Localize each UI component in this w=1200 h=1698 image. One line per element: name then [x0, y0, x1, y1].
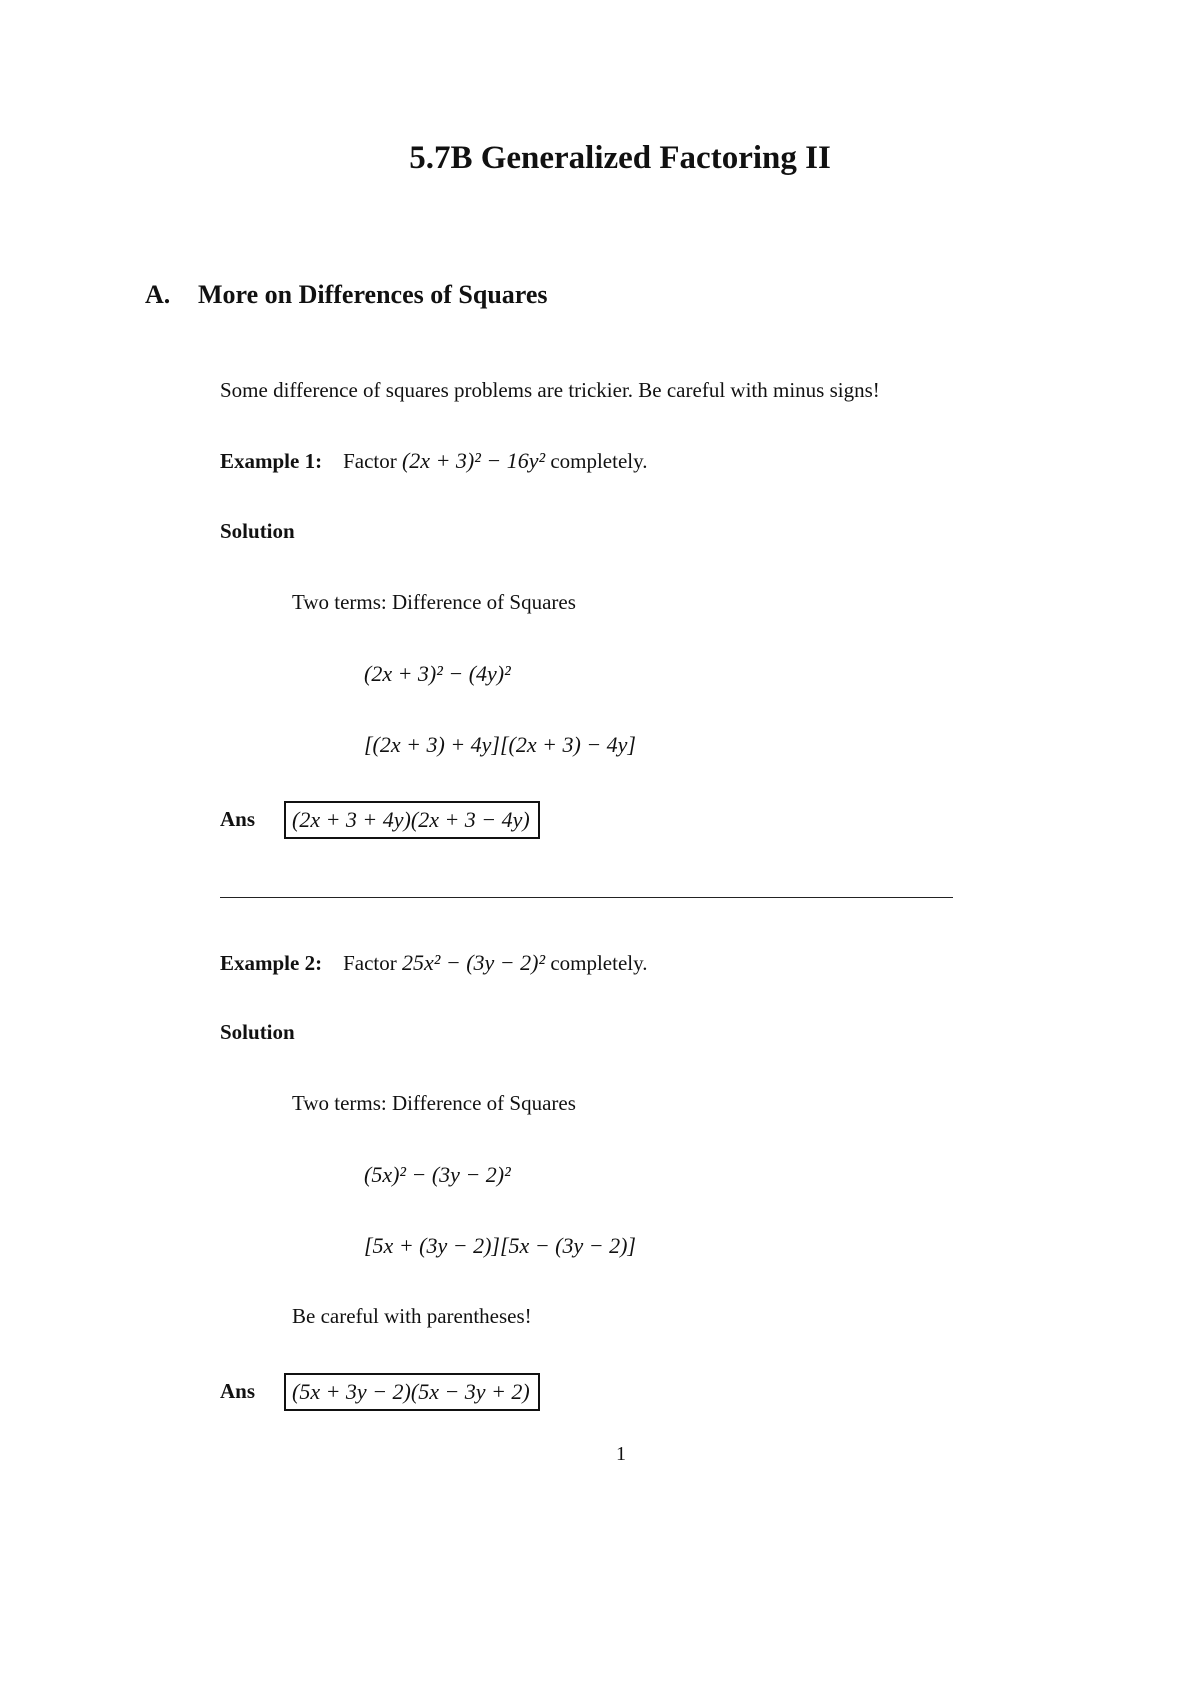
section-divider	[220, 897, 953, 898]
example-1-prompt	[220, 450, 648, 472]
example-1-prompt-post: completely.	[545, 449, 648, 473]
example-2-step-note: Two terms: Difference of Squares	[292, 1091, 576, 1115]
example-2-solution-label: Solution	[220, 1020, 295, 1044]
example-2-answer-box: (5x + 3y − 2)(5x − 3y + 2)	[284, 1373, 540, 1411]
example-2-caution: Be careful with parentheses!	[292, 1304, 532, 1328]
page-number: 1	[616, 1443, 626, 1465]
section-letter: A.	[145, 280, 171, 309]
example-2-label: Example 2:	[220, 951, 323, 975]
example-1-label: Example 1:	[220, 449, 323, 473]
example-2-prompt-post: completely.	[545, 951, 648, 975]
example-2-expression: 25x² − (3y − 2)²	[401, 950, 546, 975]
section-title: More on Differences of Squares	[198, 280, 548, 309]
example-1-ans-label: Ans	[220, 807, 256, 831]
example-2-prompt	[220, 952, 648, 974]
example-2-step-2: [5x + (3y − 2)][5x − (3y − 2)]	[364, 1233, 636, 1258]
example-2-step-1: (5x)² − (3y − 2)²	[364, 1162, 511, 1187]
example-1-solution-label: Solution	[220, 519, 295, 543]
example-1-step-1: (2x + 3)² − (4y)²	[364, 661, 511, 686]
example-1-answer-box: (2x + 3 + 4y)(2x + 3 − 4y)	[284, 801, 540, 839]
example-2-ans-label: Ans	[220, 1379, 256, 1403]
example-1-prompt-pre: Factor	[343, 449, 402, 473]
example-1-step-note: Two terms: Difference of Squares	[292, 590, 576, 614]
example-2-prompt-pre: Factor	[343, 951, 402, 975]
intro-text: Some difference of squares problems are trickier. Be careful with minus signs!	[220, 378, 880, 402]
page-title: 5.7B Generalized Factoring II	[409, 140, 831, 176]
example-1-expression: (2x + 3)² − 16y²	[401, 448, 546, 473]
example-1-step-2: [(2x + 3) + 4y][(2x + 3) − 4y]	[364, 732, 636, 757]
